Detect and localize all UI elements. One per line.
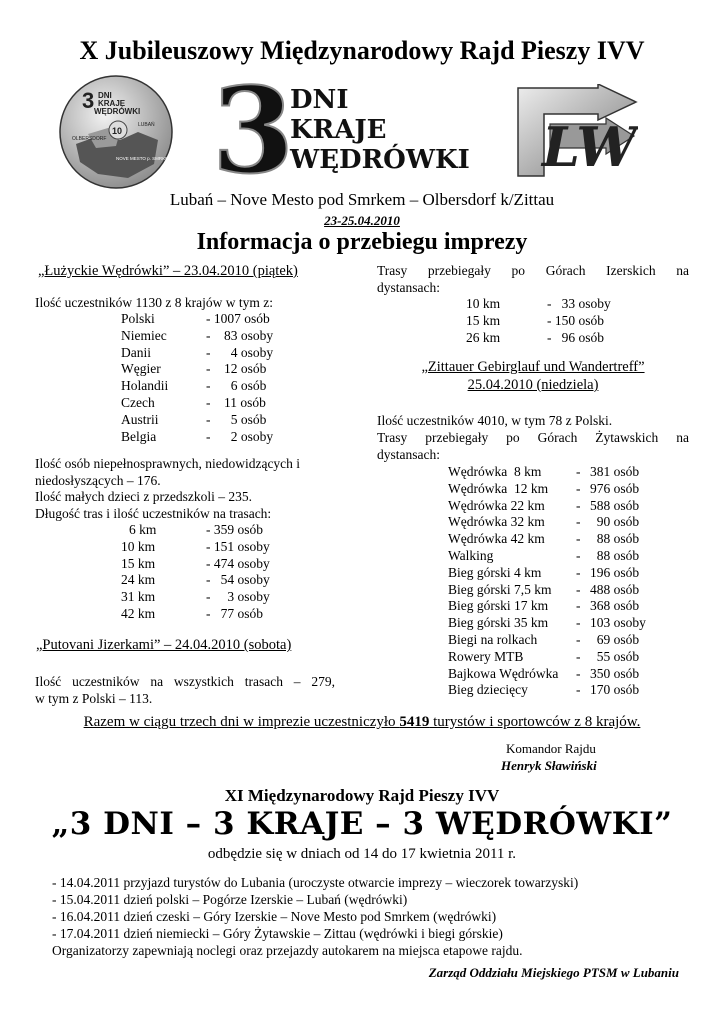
lw-monogram-logo xyxy=(514,84,638,180)
schedule-item: - 16.04.2011 dzień czeski – Góry Izerskie – Nove Mesto pod Smrkem (wędrówki) xyxy=(52,909,497,924)
route-line: Lubań – Nove Mesto pod Smrkem – Olbersdorf k/Zittau xyxy=(169,190,555,209)
event-name: Walking xyxy=(448,548,494,563)
summary-line xyxy=(0,714,724,731)
badge-text: KRAJE xyxy=(98,99,126,108)
day1-heading: „Łużyckie Wędrówki” – 23.04.2010 (piątek) xyxy=(38,263,298,279)
event-dash: - xyxy=(576,480,581,496)
country-count: - 1007 osób xyxy=(206,311,270,326)
badge-text: 10 xyxy=(112,126,123,136)
event-name: Biegi na rolkach xyxy=(448,632,538,647)
event-count: 368 osób xyxy=(590,598,640,614)
event-count: 69 osób xyxy=(590,632,640,647)
event-dash: - xyxy=(576,548,581,563)
next-rally-title: XI Międzynarodowy Rajd Pieszy IVV xyxy=(224,786,500,805)
badge-text: NOVE MESTO p. SMRKEM xyxy=(116,156,172,161)
three-days-logo xyxy=(210,80,492,180)
schedule-item: - 14.04.2011 przyjazd turystów do Lubania (uroczyste otwarcie imprezy – wieczorek towarzyski) xyxy=(52,875,579,890)
event-count: 976 osób xyxy=(590,480,640,496)
page-title: X Jubileuszowy Międzynarodowy Rajd Pieszy IVV xyxy=(79,36,645,65)
route-count: - 33 osoby xyxy=(547,296,611,311)
lw-monogram: LW xyxy=(542,115,637,179)
day2-trasy-2: dystansach: xyxy=(377,280,440,295)
event-count: 88 osób xyxy=(590,531,640,547)
event-count: 588 osób xyxy=(590,497,640,513)
day3-intro: Ilość uczestników 4010, w tym 78 z Polski. xyxy=(377,413,613,428)
event-count: 90 osób xyxy=(590,514,640,530)
route-distance: 10 km xyxy=(466,296,501,311)
disabled-line-1: Ilość osób niepełnosprawnych, niedowidzących i xyxy=(35,456,301,471)
event-count: 350 osób xyxy=(590,665,640,681)
event-name: Wędrówka 42 km xyxy=(448,531,545,547)
section-heading: Informacja o przebiegu imprezy xyxy=(196,229,528,255)
logo-word-wedrowki: WĘDRÓWKI xyxy=(290,145,470,175)
route-distance: 15 km xyxy=(466,312,501,328)
rally-badge-logo xyxy=(58,74,174,190)
country-name: Czech xyxy=(121,395,155,410)
event-count: 170 osób xyxy=(590,682,640,698)
event-name: Bieg górski 4 km xyxy=(448,564,542,580)
event-dash: - xyxy=(576,564,581,580)
event-count: 55 osób xyxy=(590,648,640,664)
event-name: Bieg górski 17 km xyxy=(448,598,549,614)
event-dash: - xyxy=(576,648,581,664)
country-name: Austrii xyxy=(121,411,159,427)
kids-line: Ilość małych dzieci z przedszkoli – 235. xyxy=(35,489,253,504)
badge-digit: 3 xyxy=(82,88,95,113)
route-distance: 10 km xyxy=(121,538,156,554)
route-count: - 474 osoby xyxy=(206,555,270,571)
country-count: - 11 osób xyxy=(206,395,266,410)
event-dash: - xyxy=(576,581,581,597)
route-count: - 150 osób xyxy=(547,312,604,328)
badge-text: DNI xyxy=(98,91,112,100)
logo-word-dni: DNI xyxy=(290,85,349,115)
route-distance: 15 km xyxy=(121,555,156,571)
country-name: Niemiec xyxy=(121,327,167,343)
event-count: 88 osób xyxy=(590,548,640,563)
day3-heading-1: „Zittauer Gebirglauf und Wandertreff” xyxy=(421,359,645,375)
country-name: Polski xyxy=(121,311,155,326)
day2-heading: „Putovani Jizerkami” – 24.04.2010 (sobota) xyxy=(36,637,292,653)
next-rally-dates: odbędzie się w dniach od 14 do 17 kwietnia 2011 r. xyxy=(207,846,517,862)
route-distance: 42 km xyxy=(121,606,156,621)
event-name: Rowery MTB xyxy=(448,648,524,664)
event-name: Bieg górski 7,5 km xyxy=(448,581,552,597)
badge-text: WĘDRÓWKI xyxy=(94,107,141,116)
event-dash: - xyxy=(576,531,581,547)
event-dash: - xyxy=(576,615,581,631)
route-distance: 26 km xyxy=(466,329,501,345)
badge-text: LUBAŃ xyxy=(138,122,155,128)
event-dash: - xyxy=(576,497,581,513)
event-name: Wędrówka 22 km xyxy=(448,497,545,513)
country-name: Belgia xyxy=(121,428,157,444)
route-distance: 24 km xyxy=(121,572,156,588)
event-name: Bieg górski 35 km xyxy=(448,615,549,631)
next-rally-slogan: „3 DNI – 3 KRAJE – 3 WĘDRÓWKI” xyxy=(51,806,673,842)
day2-trasy-1: Trasy przebiegały po Górach Izerskich na xyxy=(377,263,689,278)
event-count: 488 osób xyxy=(590,581,640,597)
country-count: - 12 osób xyxy=(206,361,267,377)
event-dash: - xyxy=(576,665,581,681)
logo-digit-three: 3 xyxy=(212,80,295,180)
day3-trasy-2: dystansach: xyxy=(377,447,440,462)
route-count: - 151 osoby xyxy=(206,538,270,554)
country-count: - 83 osoby xyxy=(206,327,274,343)
organizers-note: Organizatorzy zapewniają noclegi oraz przejazdy autokarem na miejsca etapowe rajdu. xyxy=(52,943,523,958)
route-count: - 77 osób xyxy=(206,606,263,621)
route-distance: 6 km xyxy=(129,522,157,537)
schedule-item: - 15.04.2011 dzień polski – Pogórze Izerskie – Lubań (wędrówki) xyxy=(52,892,408,907)
event-count: 103 osoby xyxy=(590,615,646,631)
event-dash: - xyxy=(576,598,581,614)
country-count: - 4 osoby xyxy=(206,344,274,360)
event-dash: - xyxy=(576,682,581,698)
event-name: Wędrówka 12 km xyxy=(448,480,549,496)
event-name: Wędrówka 8 km xyxy=(448,464,542,479)
route-distance: 31 km xyxy=(121,589,156,605)
footer-signature: Zarząd Oddziału Miejskiego PTSM w Lubaniu xyxy=(428,965,679,980)
event-name: Bajkowa Wędrówka xyxy=(448,665,559,681)
schedule-item: - 17.04.2011 dzień niemiecki – Góry Żytawskie – Zittau (wędrówki i biegi górskie) xyxy=(52,926,503,941)
summary-text: Razem w ciągu trzech dni w imprezie uczestniczyło xyxy=(83,714,400,730)
commander-role: Komandor Rajdu xyxy=(506,741,596,756)
day2-text-1: Ilość uczestników na wszystkich trasach – 279, xyxy=(35,674,335,689)
event-dash: - xyxy=(576,632,581,647)
day2-text-2: w tym z Polski – 113. xyxy=(35,691,153,706)
country-count: - 2 osoby xyxy=(206,428,274,444)
day1-intro: Ilość uczestników 1130 z 8 krajów w tym z: xyxy=(35,295,273,310)
route-count: - 359 osób xyxy=(206,522,263,537)
event-dash: - xyxy=(576,464,581,479)
badge-text: OLBERSDORF xyxy=(72,136,107,142)
event-count: 196 osób xyxy=(590,564,640,580)
event-dates: 23-25.04.2010 xyxy=(324,213,400,228)
event-name: Bieg dziecięcy xyxy=(448,682,528,698)
route-count: - 54 osoby xyxy=(206,572,270,588)
summary-text: turystów i sportowców z 8 krajów. xyxy=(429,714,641,730)
country-name: Holandii xyxy=(121,378,169,394)
route-count: - 96 osób xyxy=(547,329,604,345)
logo-word-kraje: KRAJE xyxy=(290,115,387,145)
country-name: Danii xyxy=(121,344,151,360)
day3-heading-2: 25.04.2010 (niedziela) xyxy=(467,377,599,393)
summary-total: 5419 xyxy=(399,714,430,730)
day3-trasy-1: Trasy przebiegały po Górach Żytawskich na xyxy=(377,430,689,445)
event-dash: - xyxy=(576,514,581,530)
country-name: Węgier xyxy=(121,361,161,377)
country-count: - 5 osób xyxy=(206,411,267,427)
route-count: - 3 osoby xyxy=(206,589,270,605)
country-count: - 6 osób xyxy=(206,378,267,394)
commander-name: Henryk Sławiński xyxy=(501,758,597,773)
routes-intro: Długość tras i ilość uczestników na trasach: xyxy=(35,506,272,521)
disabled-line-2: niedosłyszących – 176. xyxy=(35,473,161,488)
event-name: Wędrówka 32 km xyxy=(448,514,545,530)
event-count: 381 osób xyxy=(590,464,640,479)
